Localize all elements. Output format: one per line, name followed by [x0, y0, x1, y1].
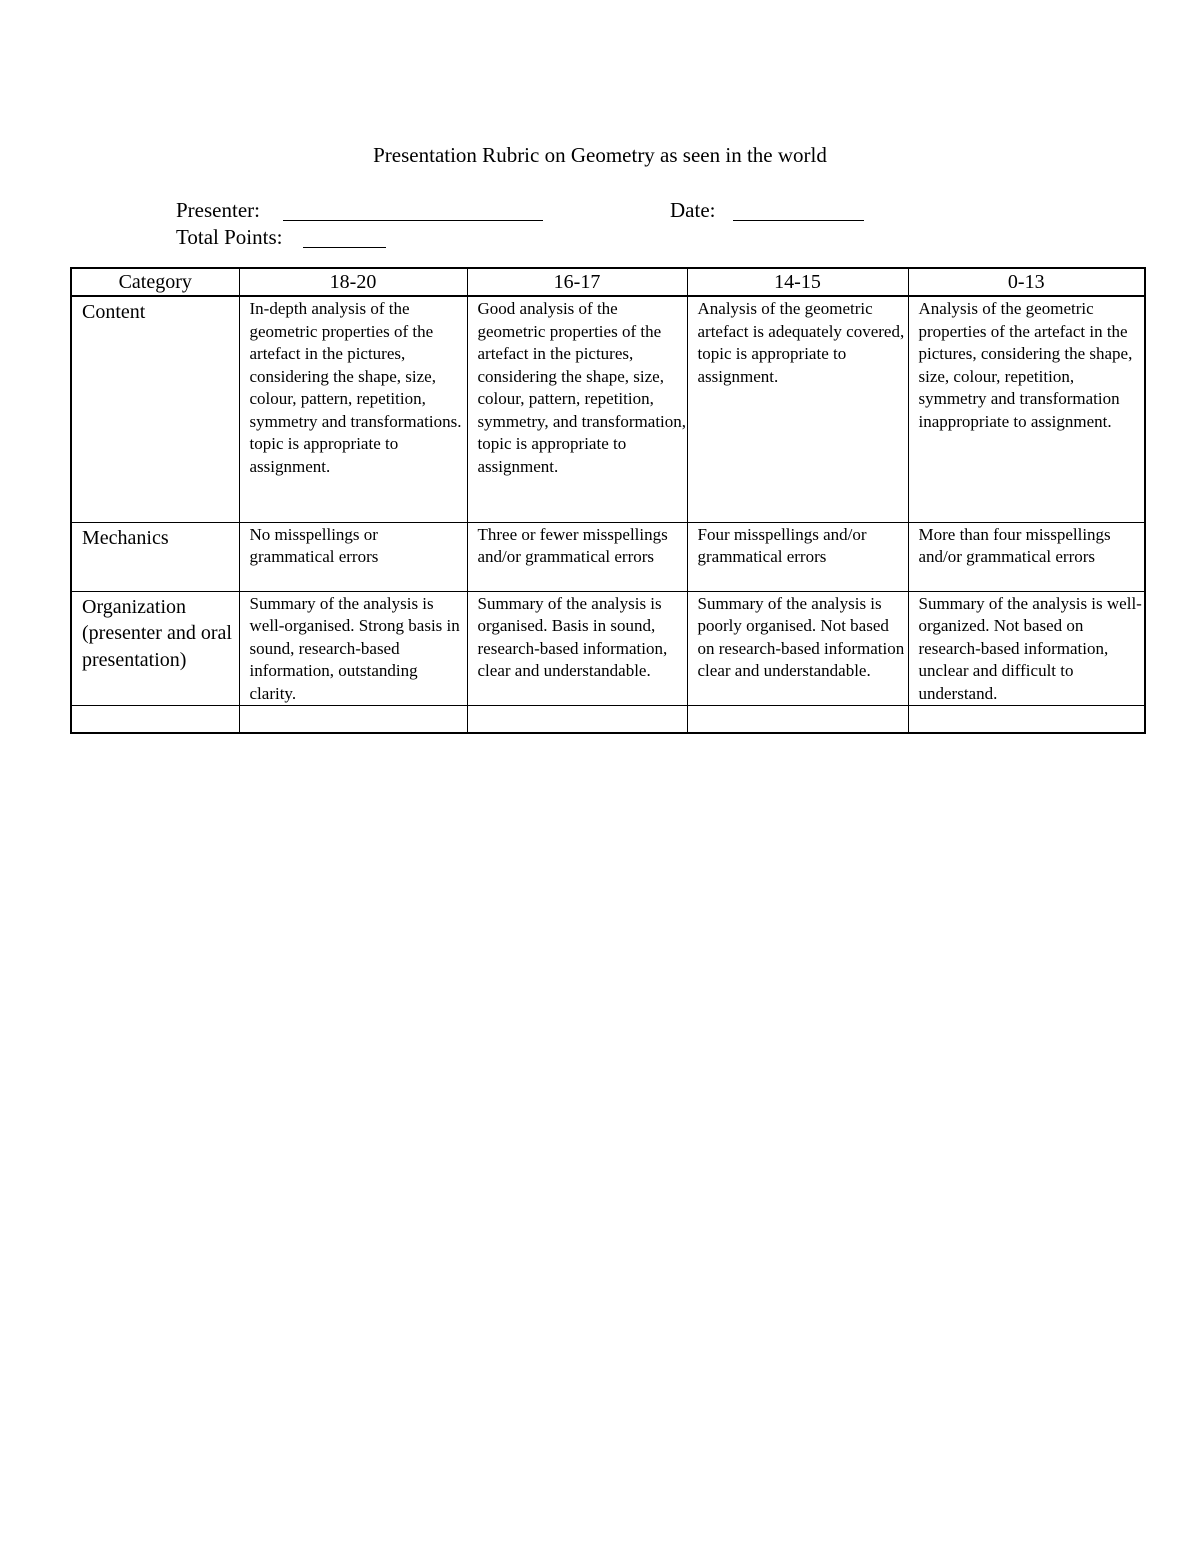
total-points-blank[interactable]: [303, 247, 386, 248]
mechanics-14-15: Four misspellings and/or grammatical errors: [687, 522, 908, 591]
content-14-15: Analysis of the geometric artefact is adequately covered, topic is appropriate to assignment.: [687, 296, 908, 522]
category-mechanics: Mechanics: [71, 522, 239, 591]
presenter-blank[interactable]: [283, 220, 543, 221]
rubric-table: [70, 267, 1146, 734]
date-blank[interactable]: [733, 220, 864, 221]
content-0-13: Analysis of the geometric properties of the artefact in the pictures, considering the shape, size, colour, repetition, symmetry and transformation inappropriate to assignment.: [908, 296, 1145, 522]
header-category: Category: [71, 268, 239, 296]
empty-cell[interactable]: [239, 706, 467, 733]
organization-18-20: Summary of the analysis is well-organised. Strong basis in sound, research-based information, outstanding clarity.: [239, 591, 467, 706]
date-label: Date:: [670, 198, 716, 222]
empty-cell[interactable]: [71, 706, 239, 733]
presenter-label: Presenter:: [176, 198, 260, 222]
table-row: [71, 591, 1145, 706]
content-16-17: Good analysis of the geometric properties of the artefact in the pictures, considering the shape, size, colour, pattern, repetition, symmetry, and transformation, topic is appropriate to assignment.: [467, 296, 687, 522]
category-organization: Organization (presenter and oral presentation): [71, 591, 239, 706]
empty-cell[interactable]: [467, 706, 687, 733]
empty-cell[interactable]: [687, 706, 908, 733]
organization-14-15: Summary of the analysis is poorly organised. Not based on research-based information clear and understandable.: [687, 591, 908, 706]
header-score-0-13: 0-13: [908, 268, 1145, 296]
content-18-20: In-depth analysis of the geometric properties of the artefact in the pictures, considering the shape, size, colour, pattern, repetition, symmetry and transformations. topic is appropriate to assignment.: [239, 296, 467, 522]
header-row: [71, 268, 1145, 296]
category-content: Content: [71, 296, 239, 522]
header-score-14-15: 14-15: [687, 268, 908, 296]
empty-table-row: [71, 706, 1145, 733]
organization-0-13: Summary of the analysis is well-organized. Not based on research-based information, unclear and difficult to understand.: [908, 591, 1145, 706]
header-score-16-17: 16-17: [467, 268, 687, 296]
empty-cell[interactable]: [908, 706, 1145, 733]
header-score-18-20: 18-20: [239, 268, 467, 296]
document-title: Presentation Rubric on Geometry as seen in the world: [373, 143, 827, 167]
organization-16-17: Summary of the analysis is organised. Basis in sound, research-based information, clear and understandable.: [467, 591, 687, 706]
table-row: [71, 296, 1145, 522]
mechanics-18-20: No misspellings or grammatical errors: [239, 522, 467, 591]
mechanics-16-17: Three or fewer misspellings and/or grammatical errors: [467, 522, 687, 591]
total-points-label: Total Points:: [176, 225, 283, 249]
mechanics-0-13: More than four misspellings and/or grammatical errors: [908, 522, 1145, 591]
table-row: [71, 522, 1145, 591]
